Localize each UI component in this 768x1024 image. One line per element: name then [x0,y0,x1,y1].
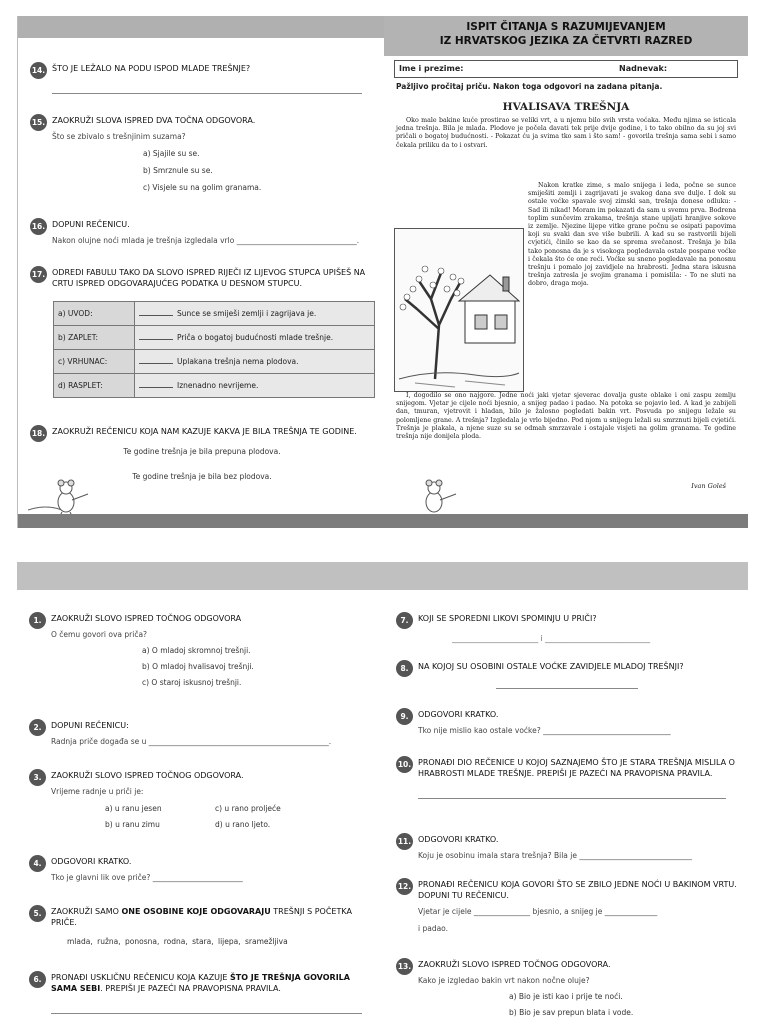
question-13 [396,959,738,1018]
question-number-badge: 7. [396,612,413,629]
mouse-mascot-icon [26,474,96,518]
question-12 [396,879,738,934]
question-number-badge: 15. [30,114,47,131]
instruction-text: Pažljivo pročitaj priču. Nakon toga odgovori na zadana pitanja. [396,82,663,91]
answer-line[interactable]: _______________________ i ____________________________ [452,634,651,643]
table-row [54,350,375,374]
question-text: ODGOVORI KRATKO. [51,857,132,866]
question-number-badge: 9. [396,708,413,725]
question-16 [30,219,374,246]
question-2 [29,720,374,747]
fabula-matching-table [53,301,375,398]
answer-blank[interactable] [139,363,173,364]
question-subtext: O čemu govori ova priča? [51,630,148,639]
story-paragraph: Oko male bakine kuće prostirao se veliki vrt, a u njemu bilo svih vrsta voćaka. Među njima se isticala jedna trešnja. Bila je mlada. Plodove je počela davati tek prije dvije godine, i to tako obilno da su joj svi pričali o bogatoj budućnosti. - Pokazat ću ja svima tko sam i što sam! - govorila trešnja sama sebi i samo čekala priliku da to i ostvari. [396,117,736,149]
answer-option[interactable]: c) O staroj iskusnoj trešnji. [142,678,242,687]
question-text: ZAOKRUŽI SLOVA ISPRED DVA TOČNA ODGOVORA. [52,116,256,125]
story-paragraph: Nakon kratke zime, s malo snijega i leda, počne se sunce smiješiti zemlji i zagrijavati je svakog dana sve dulje. I dok su ostale voćke spavale svoj zimski san, trešnja donese odluku: - Sad ili nikad! Moram im pokazati da sam u svemu prva. Bodrena toplim sunčevim zrakama, trešnja stane upijati hranjive sokove iz zemlje. Njezine lijepe vitke grane počnu se osipati papovima koji su svaki dan sve više bubrili. A kad su se rastvorili bijeli cvjetići, činilo se kao da se sprema svečanost. Trešnja je bila tako ponosna da je s visokoga pogledavala ostale pospane voćke i čekala što će one reći. Voćke su sneno pogledavale na ponosnu trešnju i pomalo joj zavidjele na hrabrosti. Jedna stara iskusna trešnja zatresla je svojim granama i pomislila: - To ne sluti na dobro, draga moja. [528,182,736,288]
name-field-label: Ime i prezime: [399,64,464,73]
question-11 [396,834,738,861]
cherry-tree-illustration [394,228,524,392]
answer-blank[interactable] [139,339,173,340]
question-number-badge: 17. [30,266,47,283]
question-number-badge: 6. [29,971,46,988]
table-cell-label: d) RASPLET: [54,374,135,398]
question-text: NA KOJOJ SU OSOBINI OSTALE VOĆKE ZAVIDJELE MLADOJ TREŠNJI? [418,662,684,671]
question-text: ZAOKRUŽI SLOVO ISPRED TOČNOG ODGOVORA [51,614,242,623]
answer-blank[interactable] [139,387,173,388]
question-number-badge: 5. [29,905,46,922]
answer-option[interactable]: c) u rano proljeće [215,804,281,813]
question-number-badge: 18. [30,425,47,442]
answer-option[interactable]: c) Visjele su na golim granama. [143,183,262,192]
question-text: ODREDI FABULU TAKO DA SLOVO ISPRED RIJEČI IZ LIJEVOG STUPCA UPIŠEŠ NA CRTU ISPRED ODGOVARAJUĆEG PODATKA U DESNOM STUPCU. [52,268,366,288]
table-cell-label: a) UVOD: [54,302,135,326]
question-4 [29,856,374,883]
page-footer-bar [18,514,384,528]
question-number-badge: 1. [29,612,46,629]
worksheet-page-questions-7-13 [384,562,748,1024]
question-text: PRONAĐI USKLIČNU REČENICU KOJA KAZUJE ŠTO JE TREŠNJA GOVORILA SAMA SEBI. PREPIŠI JE PAZEĆI NA PRAVOPISNA PRAVILA. [51,973,350,993]
question-subtext: Radnja priče događa se u ________________________________________________. [51,737,332,746]
question-text: ZAOKRUŽI SLOVO ISPRED TOČNOG ODGOVORA. [418,960,611,969]
question-text: ZAOKRUŽI SAMO ONE OSOBINE KOJE ODGOVARAJU TREŠNJI S POČETKA PRIČE. [51,907,352,927]
question-number-badge: 16. [30,218,47,235]
mouse-mascot-icon [412,474,462,518]
answer-option[interactable]: Te godine trešnja je bila prepuna plodova. [123,447,281,456]
question-text: ZAOKRUŽI SLOVO ISPRED TOČNOG ODGOVORA. [51,771,244,780]
table-cell-statement: Priča o bogatoj budućnosti mlade trešnje. [135,326,375,350]
answer-option[interactable]: Te godine trešnja je bila bez plodova. [132,472,272,481]
question-number-badge: 10. [396,756,413,773]
question-3 [29,770,374,831]
page-header-bar [384,562,748,590]
question-number-badge: 3. [29,769,46,786]
table-row [54,326,375,350]
question-8 [396,661,738,689]
answer-blank[interactable] [139,315,173,316]
answer-option[interactable]: a) O mladoj skromnoj trešnji. [142,646,251,655]
answer-option[interactable]: d) u rano ljeto. [215,820,271,829]
table-row [54,374,375,398]
question-text: ZAOKRUŽI REČENICU KOJA NAM KAZUJE KAKVA JE BILA TREŠNJA TE GODINE. [52,427,357,436]
question-text: PRONAĐI REČENICU KOJA GOVORI ŠTO SE ZBILO JEDNE NOĆI U BAKINOM VRTU. DOPUNI TU REČENICU. [418,880,737,900]
question-text: KOJI SE SPOREDNI LIKOVI SPOMINJU U PRIČI? [418,614,597,623]
page-title: ISPIT ČITANJA S RAZUMIJEVANJEM IZ HRVATSKOG JEZIKA ZA ČETVRTI RAZRED [439,21,693,47]
story-title: HVALISAVA TREŠNJA [502,101,630,113]
question-number-badge: 12. [396,878,413,895]
answer-option[interactable]: b) Bio je sav prepun blata i vode. [509,1008,634,1017]
table-cell-statement: Uplakana trešnja nema plodova. [135,350,375,374]
answer-option[interactable]: b) O mladoj hvalisavoj trešnji. [142,662,254,671]
question-7 [396,613,738,644]
question-9 [396,709,738,736]
page-footer-bar [384,514,748,528]
page-header-bar [18,16,384,38]
question-5 [29,906,374,947]
answer-line[interactable] [51,1012,362,1014]
question-subtext: Vrijeme radnje u priči je: [51,787,144,796]
question-text: DOPUNI REČENICU. [52,220,130,229]
answer-option[interactable]: b) Smrznule su se. [143,166,213,175]
answer-option[interactable]: a) Sjajile su se. [143,149,200,158]
table-row [54,302,375,326]
question-subtext: Kako je izgledao bakin vrt nakon nočne oluje? [418,976,590,985]
answer-line[interactable] [418,797,726,799]
worksheet-cover-page [384,16,748,528]
question-subtext: Što se zbivalo s trešnjinim suzama? [52,132,186,141]
table-cell-statement: Iznenadno nevrijeme. [135,374,375,398]
question-17 [30,267,374,289]
answer-option[interactable]: b) u ranu zimu [105,820,160,829]
trait-word-list[interactable]: mlada, ružna, ponosna, rodna, stara, lijepa, sramežljiva [67,937,288,946]
question-number-badge: 11. [396,833,413,850]
question-text: DOPUNI REČENICU: [51,721,129,730]
answer-option[interactable]: a) u ranu jesen [105,804,162,813]
question-number-badge: 14. [30,62,47,79]
question-15 [30,115,374,193]
answer-option[interactable]: a) Bio je isti kao i prije te noći. [509,992,623,1001]
question-subtext: Vjetar je cijele _______________ bjesnio, a snijeg je ______________ [418,907,658,916]
question-subtext: Tko nije mislio kao ostale voćke? __________________________________ [418,726,671,735]
story-paragraph: I, dogodilo se ono najgore. Jedne noći jaki vjetar sjeverac dovalja guste oblake i oni zaspu zemlju snijegom. Vjetar je cijele noći bjesnio, a snijeg padao i padao. Na potoka se pojavio led. A kad je zabijeli dan, tmuran, vjetrovit i hladan, bilo je žalosno pogledati bakin vrt. Posvuda po snijegu ležale su polomljene grane. A trešnja? Izgledala je vrlo bijedno. Pod njom u snijegu ležali su smrznuti bijeli cvjetići. Trešnja je plakala, a njene suze su se odmah smrzavale i ostajale visjeti na golim granama. Te godine trešnja nije donijela ploda. [396,392,736,441]
question-number-badge: 8. [396,660,413,677]
question-text: ŠTO JE LEŽALO NA PODU ISPOD MLADE TREŠNJE? [52,64,251,73]
question-text: ODGOVORI KRATKO. [418,710,499,719]
answer-line[interactable] [52,92,362,94]
answer-line[interactable] [496,687,638,689]
table-cell-label: b) ZAPLET: [54,326,135,350]
story-author: Ivan Goleš [691,482,726,490]
question-10 [396,757,738,799]
question-number-badge: 2. [29,719,46,736]
question-text: ODGOVORI KRATKO. [418,835,499,844]
question-subtext: Koju je osobinu imala stara trešnja? Bila je ______________________________ [418,851,692,860]
table-cell-statement: Sunce se smiješi zemlji i zagrijava je. [135,302,375,326]
question-subtext: Nakon olujne noći mlada je trešnja izgledala vrlo ________________________________. [52,236,360,245]
student-info-row [394,60,738,78]
question-subtext: i padao. [418,924,449,933]
table-cell-label: c) VRHUNAC: [54,350,135,374]
question-number-badge: 13. [396,958,413,975]
question-1 [29,613,374,688]
question-subtext: Tko je glavni lik ove priče? ________________________ [51,873,243,882]
date-field-label: Nadnevak: [619,64,668,73]
cherry-tree-icon [395,229,523,391]
worksheet-page-questions-1-6 [17,562,384,1024]
question-14 [30,63,374,94]
question-text: PRONAĐI DIO REČENICE U KOJOJ SAZNAJEMO ŠTO JE STARA TREŠNJA MISLILA O HRABROSTI MLADE TREŠNJE. PREPIŠI JE PAZEĆI NA PRAVOPISNA PRAVILA. [418,758,735,778]
question-6 [29,972,374,1014]
page-header-bar [17,562,384,590]
question-number-badge: 4. [29,855,46,872]
worksheet-page-questions-14-18 [17,16,384,528]
